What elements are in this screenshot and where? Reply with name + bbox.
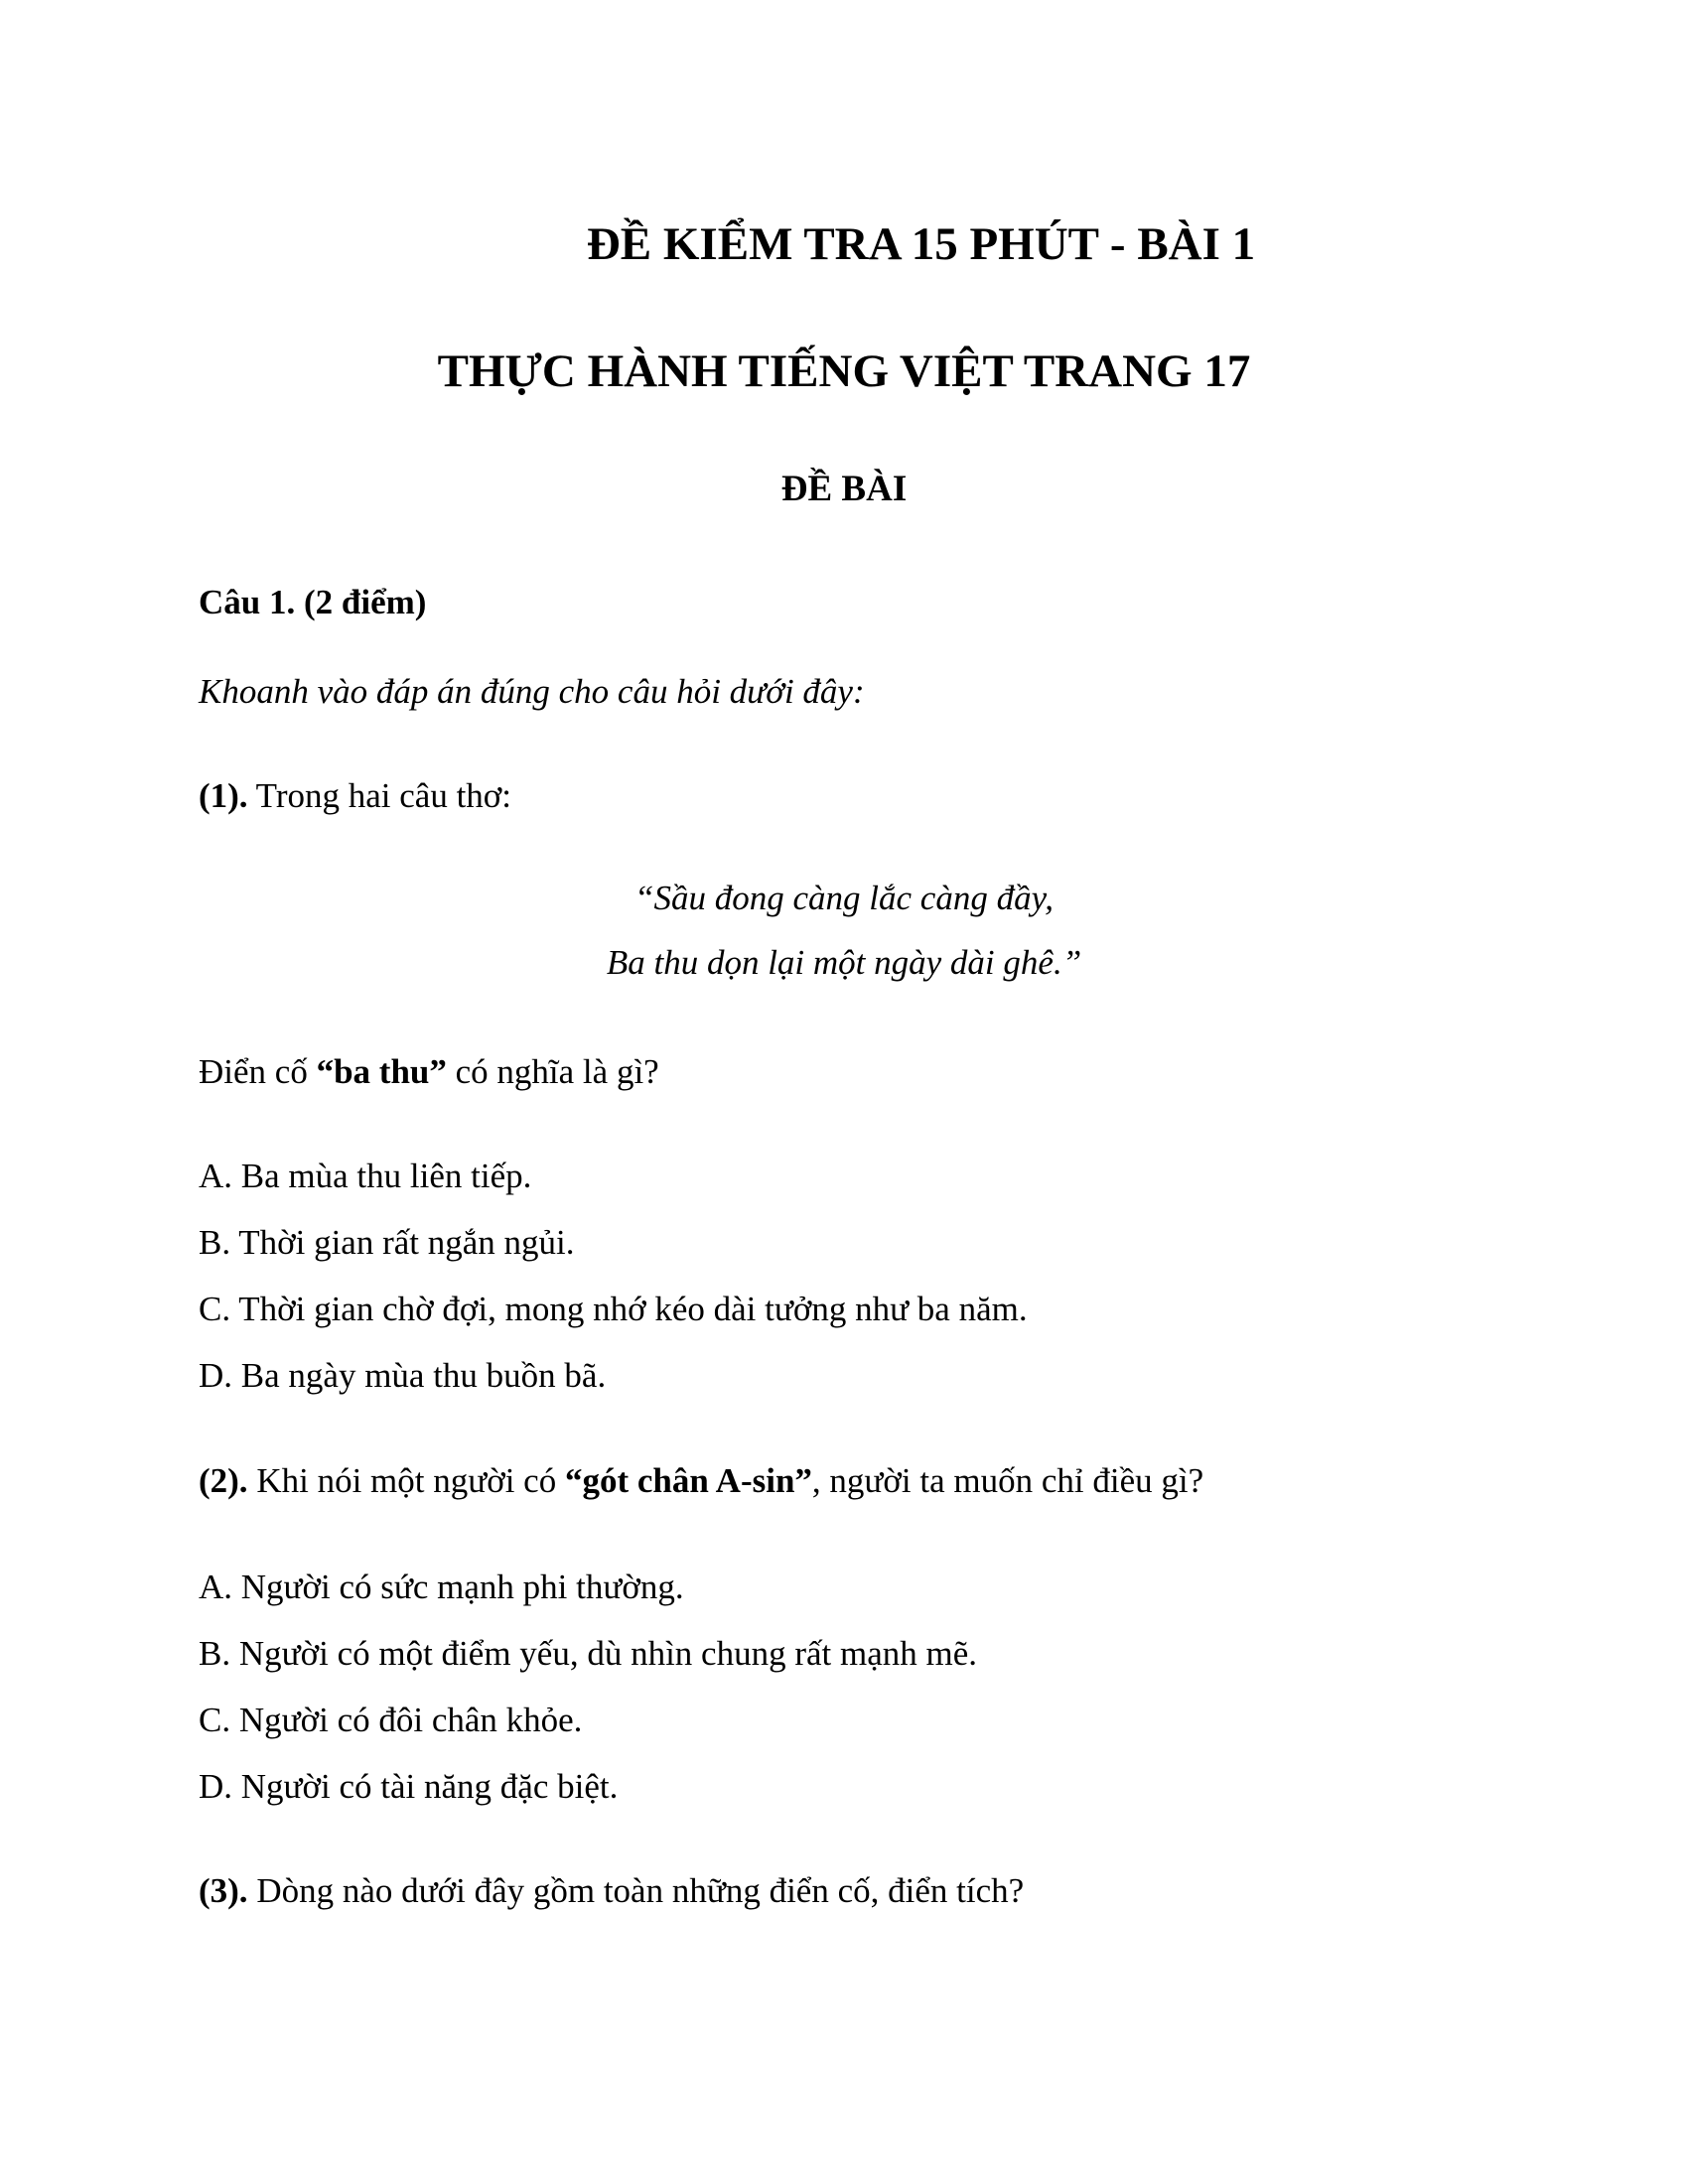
part-1-question	[199, 1050, 659, 1094]
part-2-text-post: , người ta muốn chỉ điều gì?	[811, 1461, 1204, 1500]
part-3-number: (3).	[199, 1871, 248, 1910]
part-1-prompt	[199, 774, 511, 818]
part-2-text-pre: Khi nói một người có	[247, 1461, 565, 1500]
part-3-text: Dòng nào dưới đây gồm toàn những điển cố, điển tích?	[247, 1871, 1025, 1910]
part-1-option-d: D. Ba ngày mùa thu buồn bã.	[199, 1356, 607, 1395]
title-line-1: ĐỀ KIỂM TRA 15 PHÚT - BÀI 1	[586, 218, 1256, 270]
part-2-prompt	[199, 1459, 1203, 1503]
part-1-option-c: C. Thời gian chờ đợi, mong nhớ kéo dài tưởng như ba năm.	[199, 1290, 1028, 1328]
question-1-instruction: Khoanh vào đáp án đúng cho câu hỏi dưới đây:	[199, 672, 865, 711]
poem-line-1: “Sầu đong càng lắc càng đầy,	[634, 879, 1054, 917]
part-2-number: (2).	[199, 1461, 248, 1500]
part-1-option-b: B. Thời gian rất ngắn ngủi.	[199, 1223, 575, 1262]
part-1-question-post: có nghĩa là gì?	[446, 1052, 659, 1091]
question-1-heading: Câu 1. (2 điểm)	[199, 583, 427, 621]
part-2-option-a: A. Người có sức mạnh phi thường.	[199, 1568, 684, 1606]
part-2-option-c: C. Người có đôi chân khỏe.	[199, 1701, 583, 1739]
part-1-option-a: A. Ba mùa thu liên tiếp.	[199, 1157, 532, 1195]
poem-line-2: Ba thu dọn lại một ngày dài ghê.”	[606, 943, 1082, 982]
part-1-question-pre: Điển cố	[199, 1052, 317, 1091]
part-1-question-term: “ba thu”	[316, 1052, 447, 1091]
part-2-term: “gót chân A-sin”	[564, 1461, 812, 1500]
part-1-number: (1).	[199, 776, 248, 815]
part-1-text: Trong hai câu thơ:	[247, 776, 512, 815]
part-3-prompt	[199, 1869, 1024, 1913]
section-heading: ĐỀ BÀI	[780, 469, 908, 509]
title-line-2: THỰC HÀNH TIẾNG VIỆT TRANG 17	[437, 345, 1251, 397]
part-2-option-d: D. Người có tài năng đặc biệt.	[199, 1767, 619, 1806]
part-2-option-b: B. Người có một điểm yếu, dù nhìn chung rất mạnh mẽ.	[199, 1634, 978, 1673]
